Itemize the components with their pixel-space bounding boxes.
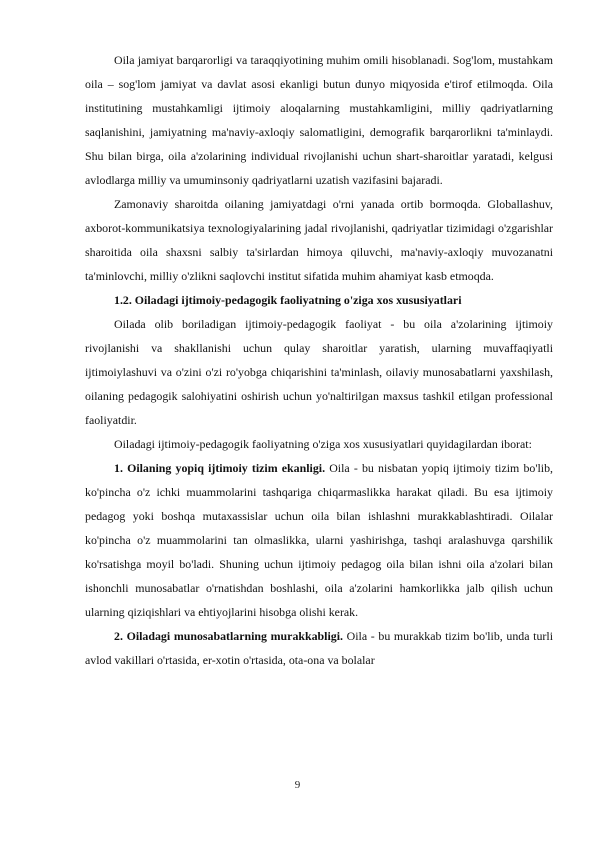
paragraph-1: Oila jamiyat barqarorligi va taraqqiyotining muhim omili hisoblanadi. Sog'lom, mustahkam oila – sog'lom jamiyat va davlat asosi ekanligi butun dunyo miqyosida e'tirof etilmoqda. Oila institutining mustahkamligi ijtimoiy aloqalarning mustahkamligini, milliy qadriyatlarning saqlanishini, jamiyatning ma'naviy-axloqiy salomatligini, demografik barqarorlikni ta'minlaydi. Shu bilan birga, oila a'zolarining individual rivojlanishi uchun shart-sharoitlar yaratadi, kelgusi avlodlarga milliy va umuminsoniy qadriyatlarni uzatish vazifasini bajaradi. — [85, 53, 553, 187]
list-item-1 — [85, 456, 553, 624]
paragraph-2: Zamonaviy sharoitda oilaning jamiyatdagi o'rni yanada ortib bormoqda. Globallashuv, axborot-kommunikatsiya texnologiyalarining jadal rivojlanishi, qadriyatlar tizimidagi o'zgarishlar sharoitida oila shaxsni salbiy ta'sirlardan himoya qiluvchi, ma'naviy-axloqiy muvozanatni ta'minlovchi, milliy o'zlikni saqlovchi institut sifatida muhim ahamiyat kasb etmoqda. — [85, 197, 553, 283]
paragraph-4: Oiladagi ijtimoiy-pedagogik faoliyatning o'ziga xos xususiyatlari quyidagilardan iborat: — [114, 437, 532, 451]
list-item-2 — [85, 624, 553, 672]
list-item-1-text: Oila - bu nisbatan yopiq ijtimoiy tizim bo'lib, ko'pincha o'z ichki muammolarini tashqariga chiqarmaslikka harakat qiladi. Bu esa ijtimoiy pedagog yoki boshqa mutaxassislar uchun oila bilan ishlashni murakkablashtiradi. Oilalar ko'pincha o'z muammolarini tan olmaslikka, ularni yashirishga, tashqi aralashuvga qarshilik ko'rsatishga moyil bo'ladi. Shuning uchun ijtimoiy pedagog oila bilan ishni oila a'zolari bilan ishonchli munosabatlar o'rnatishdan boshlashi, oila a'zolarini hamkorlikka jalb qilish uchun ularning qiziqishlari va ehtiyojlarini hisobga olishi kerak. — [85, 461, 554, 619]
section-heading: 1.2. Oiladagi ijtimoiy-pedagogik faoliyatning o'ziga xos xususiyatlari — [114, 293, 462, 307]
list-item-2-title: 2. Oiladagi munosabatlarning murakkabligi. — [114, 629, 343, 643]
document-page — [85, 48, 553, 672]
list-item-1-title: 1. Oilaning yopiq ijtimoiy tizim ekanligi. — [114, 461, 326, 475]
page-number: 9 — [294, 779, 301, 791]
paragraph-3: Oilada olib boriladigan ijtimoiy-pedagogik faoliyat - bu oila a'zolarining ijtimoiy rivojlanishi va shakllanishi uchun qulay sharoitlar yaratish, ularning muvaffaqiyatli ijtimoiylashuvi va o'zini o'zi ro'yobga chiqarishini ta'minlash, oilaviy munosabatlarni yaxshilash, oilaning pedagogik salohiyatini oshirish uchun yo'naltirilgan maxsus tashkil etilgan professional faoliyatdir. — [85, 317, 553, 427]
list-item-2-text: Oila - bu murakkab tizim bo'lib, unda turli avlod vakillari o'rtasida, er-xotin o'rtasida, ota-ona va bolalar — [85, 629, 553, 667]
